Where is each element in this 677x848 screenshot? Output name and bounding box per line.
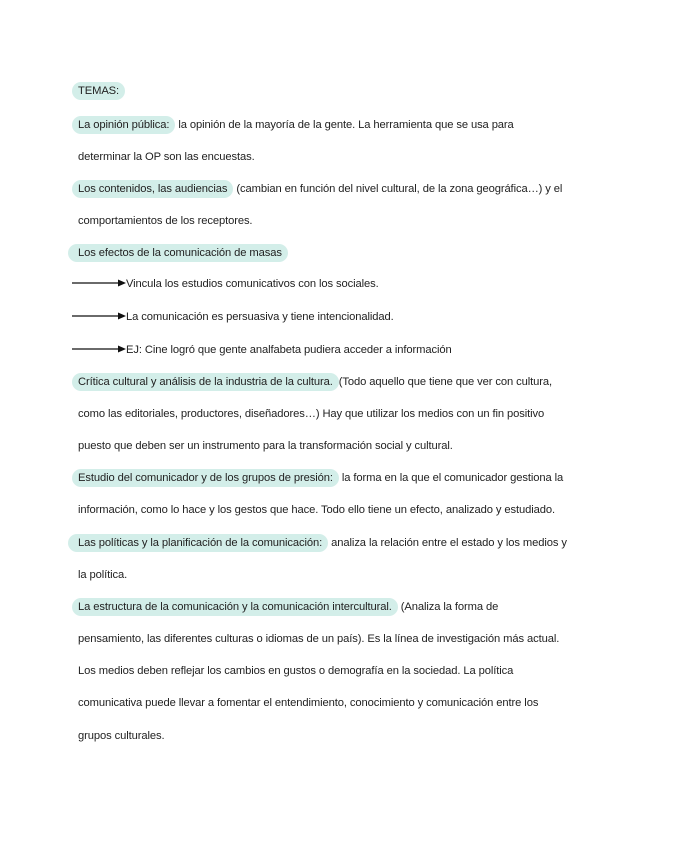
politicas-text-2: la política. [78,569,128,581]
efectos-bullet-3: EJ: Cine logró que gente analfabeta pudiera acceder a información [126,344,452,356]
comunicador-title: Estudio del comunicador y de los grupos de presión: [72,469,339,487]
critica-text-1: (Todo aquello que tiene que ver con cultura, [338,376,553,388]
politicas-text-1: analiza la relación entre el estado y los medios y [328,537,567,549]
critica-line-2 [78,407,544,421]
contenidos-text-1: (cambian en función del nivel cultural, de la zona geográfica…) y el [233,183,563,195]
contenidos-line-1 [78,182,562,196]
critica-text-2: como las editoriales, productores, diseñadores…) Hay que utilizar los medios con un fin positivo [78,408,545,420]
opinion-line-1 [78,118,514,132]
arrow-icon [72,344,126,354]
comunicador-line-1 [78,471,563,485]
estructura-text-5: grupos culturales. [78,730,165,742]
estructura-text-4: comunicativa puede llevar a fomentar el entendimiento, conocimiento y comunicación entre los [78,697,539,709]
contenidos-title: Los contenidos, las audiencias [72,180,233,198]
critica-title: Crítica cultural y análisis de la industria de la cultura. [72,373,339,391]
efectos-bullet-1: Vincula los estudios comunicativos con los sociales. [126,278,379,290]
heading-temas: TEMAS: [72,82,125,100]
estructura-line-5 [78,729,165,743]
arrow-icon [72,311,126,321]
estructura-title: La estructura de la comunicación y la comunicación intercultural. [72,598,398,616]
estructura-text-1: (Analiza la forma de [397,601,499,613]
estructura-line-2 [78,632,559,646]
estructura-line-3 [78,664,513,678]
efectos-line [78,246,288,260]
opinion-line-2 [78,150,255,164]
arrow-icon [72,278,126,288]
estructura-text-3: Los medios deben reflejar los cambios en gustos o demografía en la sociedad. La política [78,665,514,677]
critica-line-3 [78,439,453,453]
comunicador-line-2 [78,503,555,517]
comunicador-text-1: la forma en la que el comunicador gestiona la [338,472,564,484]
opinion-text-2: determinar la OP son las encuestas. [78,151,255,163]
efectos-title: Los efectos de la comunicación de masas [68,244,288,262]
heading-line [78,84,125,98]
comunicador-text-2: información, como lo hace y los gestos que hace. Todo ello tiene un efecto, analizado y estudiado. [78,504,555,516]
politicas-line-1 [78,536,567,550]
efectos-bullet-2: La comunicación es persuasiva y tiene intencionalidad. [126,311,394,323]
estructura-text-2: pensamiento, las diferentes culturas o idiomas de un país). Es la línea de investigación más actual. [78,633,560,645]
estructura-line-1 [78,600,498,614]
opinion-text-1: la opinión de la mayoría de la gente. La herramienta que se usa para [175,119,514,131]
estructura-line-4 [78,696,538,710]
politicas-line-2 [78,568,127,582]
critica-line-1 [78,375,552,389]
contenidos-line-2 [78,214,252,228]
contenidos-text-2: comportamientos de los receptores. [78,215,253,227]
opinion-title: La opinión pública: [72,116,175,134]
politicas-title: Las políticas y la planificación de la comunicación: [68,534,328,552]
critica-text-3: puesto que deben ser un instrumento para la transformación social y cultural. [78,440,453,452]
